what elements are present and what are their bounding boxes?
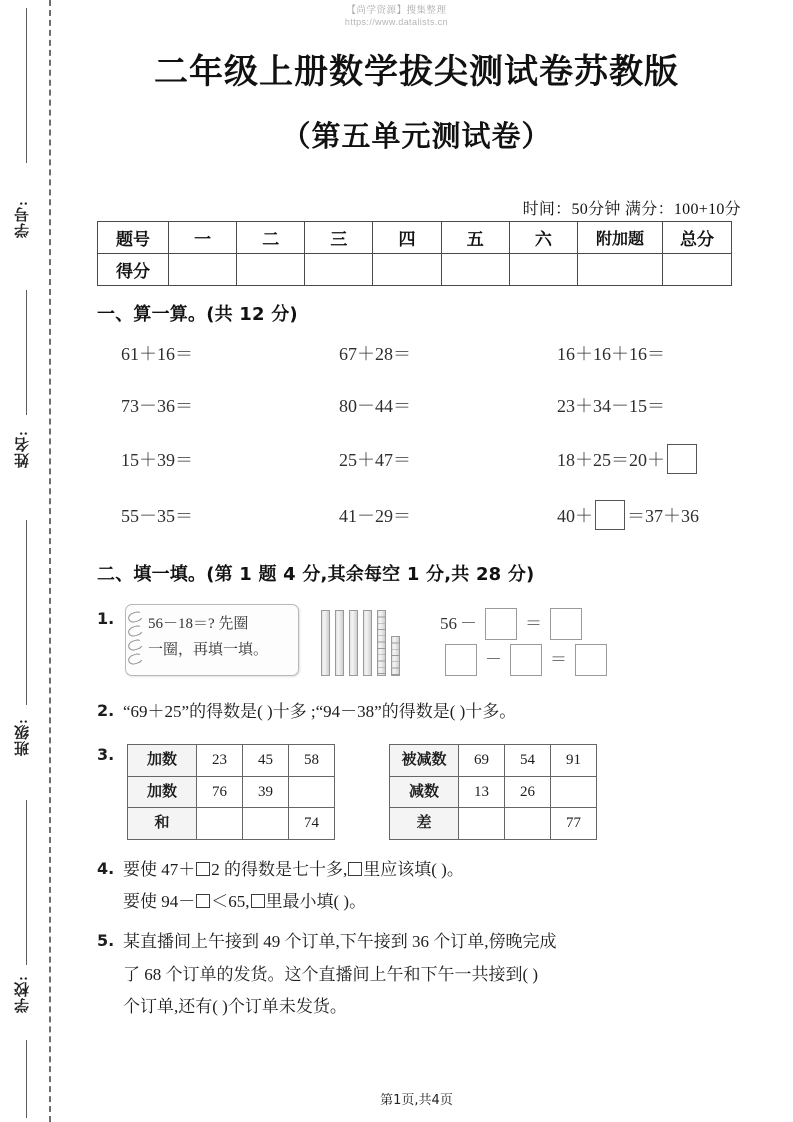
fill-in-equations [440,604,612,678]
cell[interactable] [243,808,289,840]
fold-dashed-line [49,0,51,1122]
score-table-col-bonus: 附加题 [578,222,663,254]
equation-operand: 56 [440,613,457,633]
cell[interactable]: 58 [289,745,335,777]
cell[interactable]: 23 [197,745,243,777]
answer-box[interactable] [595,500,625,530]
row-label-subtrahend: 减数 [390,776,459,808]
score-table-col-5: 五 [441,222,509,254]
score-table [97,221,732,286]
text: ＜65, [211,892,250,912]
minus-sign: － [460,613,477,633]
score-table-col-4: 四 [373,222,441,254]
row-label-sum: 和 [128,808,197,840]
side-label-student-id: 学号: [15,200,31,238]
question-4 [97,854,737,919]
blank-square-icon[interactable] [196,862,210,876]
cell[interactable]: 77 [551,808,597,840]
answer-box[interactable] [550,608,582,640]
text: 里最小填( )。 [265,892,367,912]
watermark-url: https://www.datalists.cn [344,16,449,27]
table-row [390,808,597,840]
text: 2 的得数是七十多, [211,859,348,879]
cell[interactable]: 13 [459,776,505,808]
question-5 [97,926,737,1023]
note-line-1: 56－18＝? 先圈 [148,616,249,632]
cell[interactable]: 91 [551,745,597,777]
score-cell-total[interactable] [663,254,732,286]
table-row [128,808,335,840]
table-row [128,745,335,777]
subtraction-table [389,744,597,840]
table-row [98,254,732,286]
sticky-note [125,604,299,676]
question-2-text: “69＋25”的得数是( )十多 ;“94－38”的得数是( )十多。 [123,702,517,721]
cell[interactable] [459,808,505,840]
calc-problem: 41－29＝ [339,506,411,526]
score-cell-5[interactable] [441,254,509,286]
cell[interactable]: 39 [243,776,289,808]
table-row [98,222,732,254]
calc-problem: 15＋39＝ [121,450,193,470]
text: 要使 47＋ [123,859,196,879]
ten-rod [363,610,372,676]
margin-rule-3 [26,520,27,705]
section-1-problems [97,340,737,530]
question-5-line-3: 个订单,还有( )个订单未发货。 [123,996,347,1016]
table-row [390,745,597,777]
calc-problem: 73－36＝ [121,396,193,416]
question-number: 5. [97,931,115,951]
page-footer: 第1页,共4页 [380,1093,453,1108]
question-5-line-2: 了 68 个订单的发货。这个直播间上午和下午一共接到( ) [123,964,539,984]
minus-sign: － [485,649,502,669]
question-number: 2. [97,701,115,720]
section-2-heading: 二、填一填。(第 1 题 4 分,其余每空 1 分,共 28 分) [97,564,535,585]
page-subtitle: （第五单元测试卷） [281,119,552,153]
row-label-minuend: 被减数 [390,745,459,777]
answer-box[interactable] [575,644,607,676]
cell[interactable]: 69 [459,745,505,777]
answer-box[interactable] [445,644,477,676]
blank-square-icon[interactable] [348,862,362,876]
cell[interactable]: 26 [505,776,551,808]
calc-problem: 80－44＝ [339,396,411,416]
calc-problem-text: 18＋25＝20＋ [557,450,665,470]
side-label-name: 姓名: [15,430,31,468]
calc-problem: 55－35＝ [121,506,193,526]
ten-rod [321,610,330,676]
side-label-class: 班级: [15,718,31,756]
question-number: 4. [97,858,115,878]
calc-problem: 16＋16＋16＝ [557,344,665,364]
cell[interactable]: 54 [505,745,551,777]
note-line-2: 一圈，再填一填。 [148,641,269,658]
question-4-line-1 [123,854,737,886]
row-label-addend-1: 加数 [128,745,197,777]
side-label-school: 学校: [15,975,31,1013]
cell[interactable] [505,808,551,840]
table-row [128,776,335,808]
calc-problem-with-box [557,444,737,474]
question-3 [97,740,737,840]
margin-rule-2 [26,290,27,415]
watermark-source: 【尚学资源】搜集整理 [346,5,447,16]
question-number: 1. [97,609,115,628]
row-label-addend-2: 加数 [128,776,197,808]
spiral-binding-icon [128,611,144,669]
calc-problem-text: ＝37＋36 [627,506,699,526]
watermark [0,6,793,27]
score-table-col-1: 一 [169,222,237,254]
question-number: 3. [97,745,115,765]
equals-sign: ＝ [550,649,567,669]
blank-square-icon[interactable] [251,894,265,908]
text: 里应该填( )。 [363,859,464,879]
cell[interactable] [289,776,335,808]
cell[interactable] [551,776,597,808]
question-4-line-2 [123,886,737,918]
calc-problem: 25＋47＝ [339,450,411,470]
exam-content [97,300,737,1023]
text: 要使 94－ [123,892,196,912]
score-table-col-6: 六 [509,222,577,254]
score-cell-3[interactable] [305,254,373,286]
cell[interactable]: 76 [197,776,243,808]
score-table-label-question-no: 题号 [98,222,169,254]
cell[interactable]: 45 [243,745,289,777]
score-cell-1[interactable] [169,254,237,286]
calc-problem: 67＋28＝ [339,344,411,364]
margin-rule-4 [26,800,27,965]
equals-sign: ＝ [525,613,542,633]
calc-problem-text: 40＋ [557,506,593,526]
answer-box[interactable] [510,644,542,676]
calc-problem: 23＋34－15＝ [557,396,665,416]
ten-rod [349,610,358,676]
score-cell-6[interactable] [509,254,577,286]
calc-problem-with-box [557,500,737,530]
score-cell-2[interactable] [237,254,305,286]
blank-square-icon[interactable] [196,894,210,908]
score-cell-bonus[interactable] [578,254,663,286]
calc-problem: 61＋16＝ [121,344,193,364]
page-title: 二年级上册数学拔尖测试卷苏教版 [154,52,679,92]
question-5-line-1: 某直播间上午接到 49 个订单,下午接到 36 个订单,傍晚完成 [123,932,557,952]
cell[interactable] [197,808,243,840]
table-row [390,776,597,808]
score-cell-4[interactable] [373,254,441,286]
question-1 [97,604,737,678]
equation-row-2 [440,642,612,678]
score-table-label-score: 得分 [98,254,169,286]
score-table-col-total: 总分 [663,222,732,254]
section-1-heading: 一、算一算。(共 12 分) [97,304,298,325]
base-ten-rods-illustration [321,604,400,676]
exam-meta-info: 时间：50分钟 满分：100+10分 [522,201,741,218]
question-2 [97,696,737,728]
score-table-col-3: 三 [305,222,373,254]
ten-rod-segmented [377,610,386,676]
cell[interactable]: 74 [289,808,335,840]
row-label-difference: 差 [390,808,459,840]
answer-box[interactable] [667,444,697,474]
score-table-col-2: 二 [237,222,305,254]
unit-rod-segmented [391,636,400,676]
addition-table [127,744,335,840]
answer-box[interactable] [485,608,517,640]
ten-rod [335,610,344,676]
equation-row-1 [440,606,612,642]
